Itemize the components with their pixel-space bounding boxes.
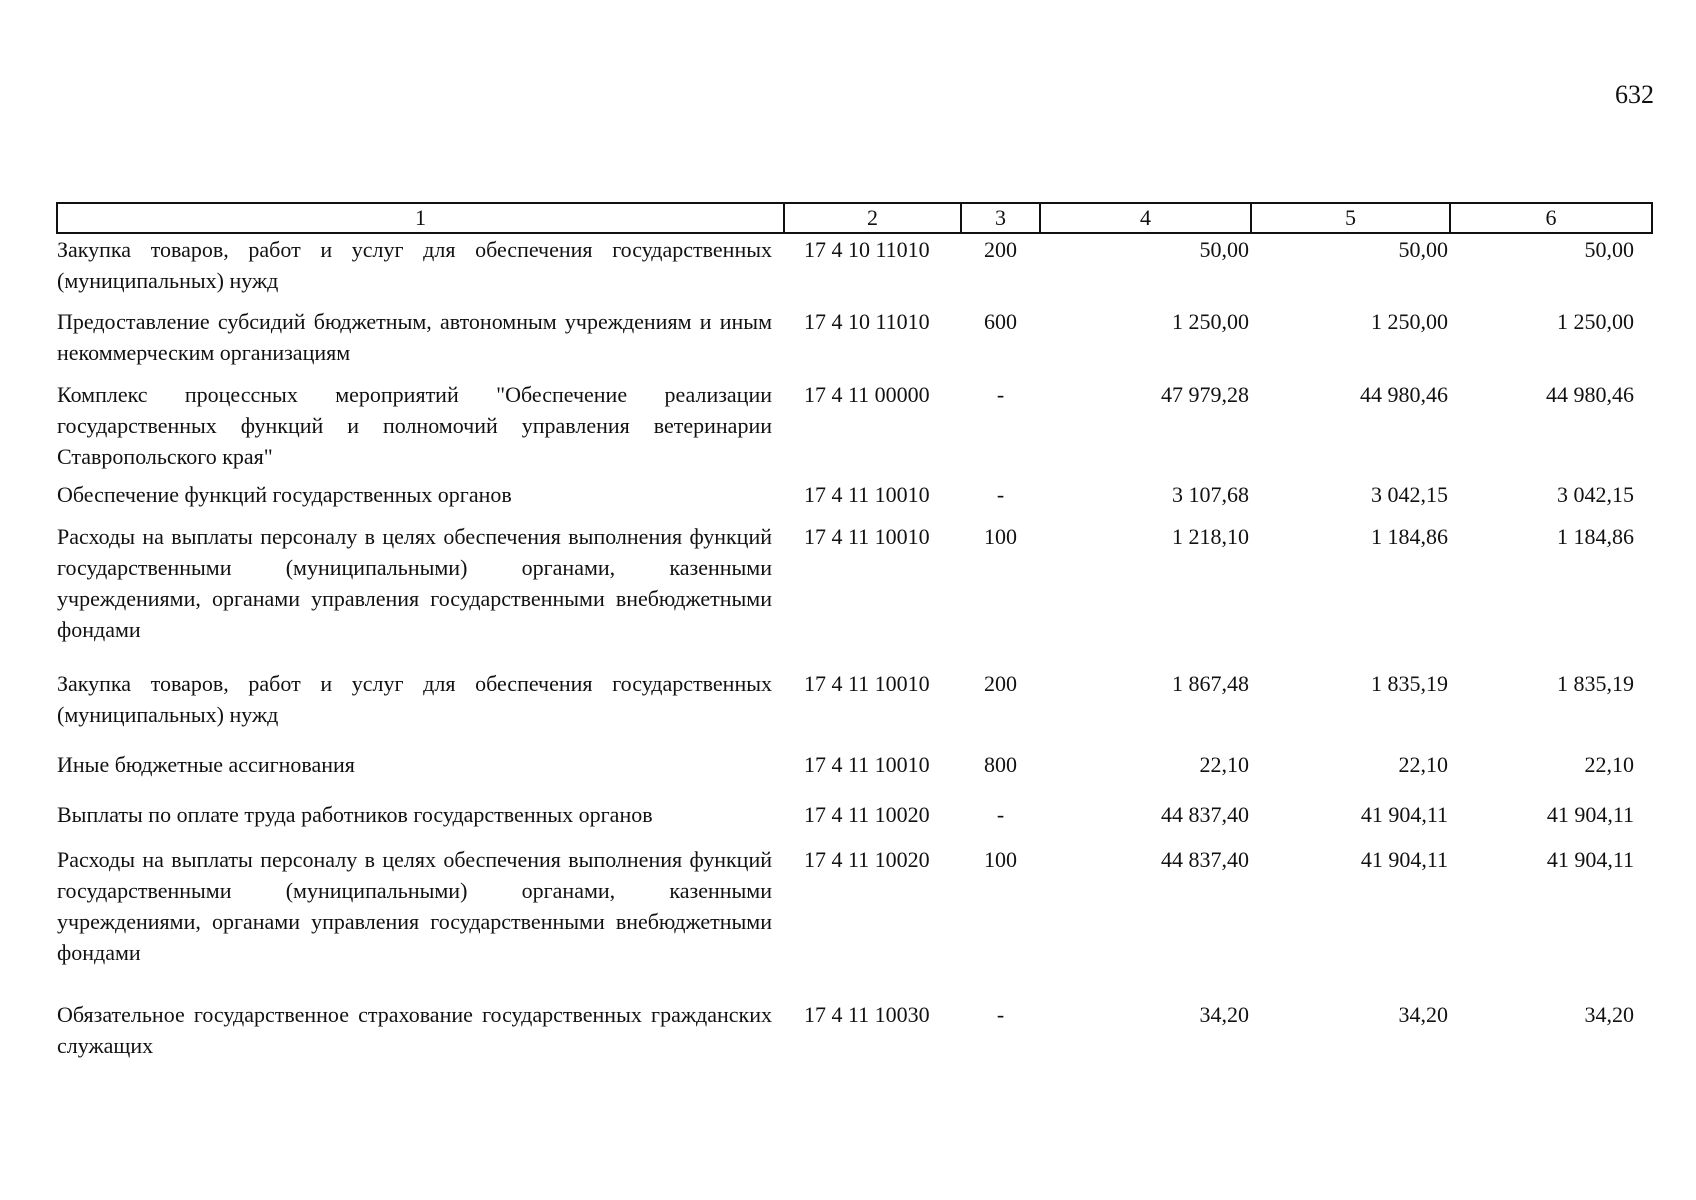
budget-table-container bbox=[56, 202, 1651, 1061]
row-expense-type: 800 bbox=[984, 752, 1017, 777]
page-number: 632 bbox=[1615, 80, 1654, 109]
row-value-col5: 41 904,11 bbox=[1360, 802, 1448, 827]
header-row bbox=[57, 203, 1652, 233]
row-name: Закупка товаров, работ и услуг для обеспечения государственных (муниципальных) нужд bbox=[57, 237, 772, 293]
row-expense-type: - bbox=[996, 802, 1005, 827]
row-value-col6: 34,20 bbox=[1584, 1002, 1634, 1027]
row-expense-type: - bbox=[996, 382, 1005, 407]
row-value-col4: 44 837,40 bbox=[1161, 847, 1249, 872]
row-value-col4: 47 979,28 bbox=[1161, 382, 1249, 407]
row-value-col4: 1 250,00 bbox=[1172, 309, 1249, 334]
table-body bbox=[57, 233, 1652, 1061]
row-code: 17 4 10 11010 bbox=[804, 309, 930, 334]
row-value-col6: 41 904,11 bbox=[1546, 847, 1634, 872]
table-header bbox=[57, 203, 1652, 233]
row-name: Предоставление субсидий бюджетным, автономным учреждениям и иным некоммерческим организациям bbox=[57, 309, 772, 365]
row-value-col6: 1 835,19 bbox=[1557, 671, 1634, 696]
row-value-col5: 3 042,15 bbox=[1371, 482, 1448, 507]
table-row bbox=[57, 844, 1652, 999]
row-name: Иные бюджетные ассигнования bbox=[57, 752, 355, 777]
row-code: 17 4 11 10020 bbox=[804, 802, 930, 827]
column-header-3: 3 bbox=[961, 203, 1040, 233]
row-value-col5: 22,10 bbox=[1398, 752, 1448, 777]
column-header-4: 4 bbox=[1040, 203, 1251, 233]
table-row bbox=[57, 749, 1652, 799]
row-value-col5: 44 980,46 bbox=[1360, 382, 1448, 407]
row-value-col4: 3 107,68 bbox=[1172, 482, 1249, 507]
row-value-col4: 1 218,10 bbox=[1172, 524, 1249, 549]
row-value-col6: 22,10 bbox=[1584, 752, 1634, 777]
row-name: Расходы на выплаты персоналу в целях обеспечения выполнения функций государственными (муниципальными) органами, казенными учреждениями, органами управления государственными внебюджетными фондами bbox=[57, 847, 772, 965]
row-code: 17 4 10 11010 bbox=[804, 237, 930, 262]
row-value-col5: 1 250,00 bbox=[1371, 309, 1448, 334]
row-code: 17 4 11 10030 bbox=[804, 1002, 930, 1027]
column-header-2: 2 bbox=[784, 203, 961, 233]
column-header-6: 6 bbox=[1450, 203, 1652, 233]
row-expense-type: 600 bbox=[984, 309, 1017, 334]
row-expense-type: - bbox=[996, 1002, 1005, 1027]
row-value-col6: 1 250,00 bbox=[1557, 309, 1634, 334]
row-name: Закупка товаров, работ и услуг для обеспечения государственных (муниципальных) нужд bbox=[57, 671, 772, 727]
row-expense-type: 100 bbox=[984, 524, 1017, 549]
row-name: Комплекс процессных мероприятий "Обеспечение реализации государственных функций и полномочий управления ветеринарии Ставропольского края" bbox=[57, 382, 772, 469]
table-row bbox=[57, 521, 1652, 668]
column-header-5: 5 bbox=[1251, 203, 1450, 233]
row-value-col6: 44 980,46 bbox=[1546, 382, 1634, 407]
row-value-col6: 50,00 bbox=[1584, 237, 1634, 262]
row-value-col4: 34,20 bbox=[1199, 1002, 1249, 1027]
row-value-col6: 1 184,86 bbox=[1557, 524, 1634, 549]
row-code: 17 4 11 10010 bbox=[804, 482, 930, 507]
row-value-col5: 34,20 bbox=[1398, 1002, 1448, 1027]
budget-table bbox=[56, 202, 1653, 1061]
row-expense-type: 200 bbox=[984, 671, 1017, 696]
row-value-col5: 1 835,19 bbox=[1371, 671, 1448, 696]
table-row bbox=[57, 379, 1652, 479]
row-value-col5: 41 904,11 bbox=[1360, 847, 1448, 872]
row-name: Расходы на выплаты персоналу в целях обеспечения выполнения функций государственными (муниципальными) органами, казенными учреждениями, органами управления государственными внебюджетными фондами bbox=[57, 524, 772, 642]
row-value-col4: 1 867,48 bbox=[1172, 671, 1249, 696]
row-value-col5: 50,00 bbox=[1398, 237, 1448, 262]
table-row bbox=[57, 799, 1652, 844]
column-header-1: 1 bbox=[57, 203, 784, 233]
table-row bbox=[57, 668, 1652, 749]
row-expense-type: 100 bbox=[984, 847, 1017, 872]
row-value-col6: 3 042,15 bbox=[1557, 482, 1634, 507]
row-expense-type: - bbox=[996, 482, 1005, 507]
table-row bbox=[57, 233, 1652, 306]
row-name: Обеспечение функций государственных органов bbox=[57, 482, 512, 507]
table-row bbox=[57, 306, 1652, 379]
row-value-col6: 41 904,11 bbox=[1546, 802, 1634, 827]
row-value-col4: 44 837,40 bbox=[1161, 802, 1249, 827]
row-expense-type: 200 bbox=[984, 237, 1017, 262]
table-row bbox=[57, 999, 1652, 1061]
row-value-col4: 22,10 bbox=[1199, 752, 1249, 777]
row-name: Выплаты по оплате труда работников государственных органов bbox=[57, 802, 653, 827]
row-value-col5: 1 184,86 bbox=[1371, 524, 1448, 549]
row-code: 17 4 11 10010 bbox=[804, 752, 930, 777]
row-code: 17 4 11 10010 bbox=[804, 524, 930, 549]
row-code: 17 4 11 10020 bbox=[804, 847, 930, 872]
row-code: 17 4 11 10010 bbox=[804, 671, 930, 696]
row-value-col4: 50,00 bbox=[1199, 237, 1249, 262]
table-row bbox=[57, 479, 1652, 521]
row-name: Обязательное государственное страхование государственных гражданских служащих bbox=[57, 1002, 772, 1058]
row-code: 17 4 11 00000 bbox=[804, 382, 930, 407]
